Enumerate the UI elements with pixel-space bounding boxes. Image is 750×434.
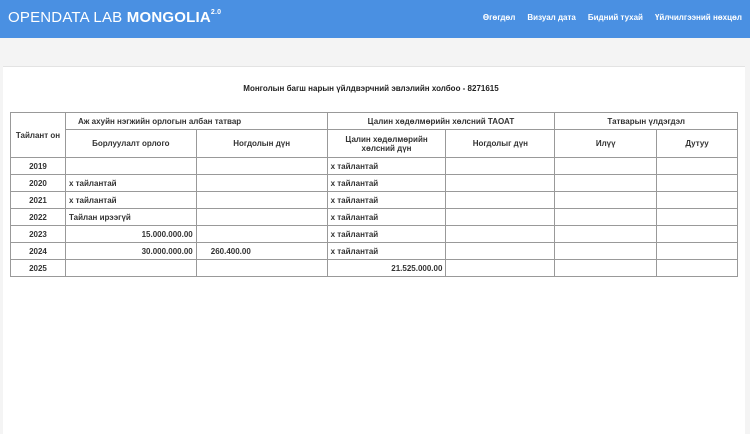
cell-wages: х тайлантай xyxy=(327,209,446,226)
cell-surplus xyxy=(555,192,657,209)
brand-light-text: OPENDATA LAB xyxy=(8,9,123,26)
table-row xyxy=(11,192,738,209)
cell-wages: х тайлантай xyxy=(327,175,446,192)
cell-deficit xyxy=(657,158,738,175)
cell-deficit xyxy=(657,175,738,192)
main-nav xyxy=(483,13,742,22)
cell-wages: 21.525.000.00 xyxy=(327,260,446,277)
cell-deficit xyxy=(657,209,738,226)
cell-surplus xyxy=(555,175,657,192)
cell-surplus xyxy=(555,243,657,260)
nav-link-about[interactable]: Бидний тухай xyxy=(587,13,643,22)
header-corporate-tax: Аж ахуйн нэгжийн орлогын албан татвар xyxy=(65,113,327,130)
cell-year: 2022 xyxy=(11,209,66,226)
table-row xyxy=(11,243,738,260)
cell-sales xyxy=(65,158,196,175)
nav-link-visual-data[interactable]: Визуал дата xyxy=(527,13,576,22)
cell-assessed xyxy=(196,260,327,277)
cell-surplus xyxy=(555,209,657,226)
cell-sales: 15.000.000.00 xyxy=(65,226,196,243)
header-wage-tax: Цалин хөдөлмөрийн хөлсний ТАОАТ xyxy=(327,113,555,130)
cell-deficit xyxy=(657,226,738,243)
nav-link-terms[interactable]: Үйлчилгээний нөхцөл xyxy=(654,13,742,22)
cell-deficit xyxy=(657,260,738,277)
cell-wages: х тайлантай xyxy=(327,192,446,209)
cell-wage-tax xyxy=(446,175,555,192)
cell-assessed xyxy=(196,175,327,192)
table-row xyxy=(11,260,738,277)
cell-sales: х тайлантай xyxy=(65,175,196,192)
cell-surplus xyxy=(555,226,657,243)
cell-deficit xyxy=(657,192,738,209)
cell-assessed xyxy=(196,192,327,209)
header-surplus: Илүү xyxy=(555,130,657,158)
site-logo[interactable] xyxy=(8,9,221,26)
cell-wages: х тайлантай xyxy=(327,243,446,260)
header-wage-tax-amount: Ногдолыг дүн xyxy=(446,130,555,158)
cell-assessed xyxy=(196,158,327,175)
cell-year: 2025 xyxy=(11,260,66,277)
cell-wages: х тайлантай xyxy=(327,226,446,243)
cell-assessed xyxy=(196,226,327,243)
cell-year: 2019 xyxy=(11,158,66,175)
tax-report-table xyxy=(10,112,738,277)
header-tax-balance: Татварын үлдэгдэл xyxy=(555,113,738,130)
nav-link-data[interactable]: Өгөгдөл xyxy=(482,13,516,22)
cell-wages: х тайлантай xyxy=(327,158,446,175)
cell-sales: Тайлан ирээгүй xyxy=(65,209,196,226)
cell-assessed: 260.400.00 xyxy=(196,243,327,260)
cell-year: 2023 xyxy=(11,226,66,243)
cell-deficit xyxy=(657,243,738,260)
header-sales-revenue: Борлуулалт орлого xyxy=(65,130,196,158)
cell-wage-tax xyxy=(446,192,555,209)
cell-year: 2024 xyxy=(11,243,66,260)
header-year: Тайлант он xyxy=(11,113,66,158)
cell-wage-tax xyxy=(446,209,555,226)
table-row xyxy=(11,226,738,243)
top-navbar xyxy=(0,0,750,38)
cell-sales xyxy=(65,260,196,277)
cell-sales: х тайлантай xyxy=(65,192,196,209)
cell-year: 2020 xyxy=(11,175,66,192)
header-wage-amount: Цалин хөдөлмөрийн хөлсний дүн xyxy=(327,130,446,158)
header-deficit: Дутуу xyxy=(657,130,738,158)
cell-wage-tax xyxy=(446,158,555,175)
brand-bold-text: MONGOLIA xyxy=(126,9,211,26)
table-row xyxy=(11,175,738,192)
cell-sales: 30.000.000.00 xyxy=(65,243,196,260)
cell-surplus xyxy=(555,158,657,175)
cell-year: 2021 xyxy=(11,192,66,209)
cell-wage-tax xyxy=(446,243,555,260)
cell-surplus xyxy=(555,260,657,277)
cell-wage-tax xyxy=(446,260,555,277)
cell-wage-tax xyxy=(446,226,555,243)
brand-version: 2.0 xyxy=(210,9,222,16)
table-row xyxy=(11,209,738,226)
organization-title: Монголын багш нарын үйлдвэрчний эвлэлийн холбоо - 8271615 xyxy=(243,84,499,93)
cell-assessed xyxy=(196,209,327,226)
header-assessed-amount: Ногдолын дүн xyxy=(196,130,327,158)
table-row xyxy=(11,158,738,175)
